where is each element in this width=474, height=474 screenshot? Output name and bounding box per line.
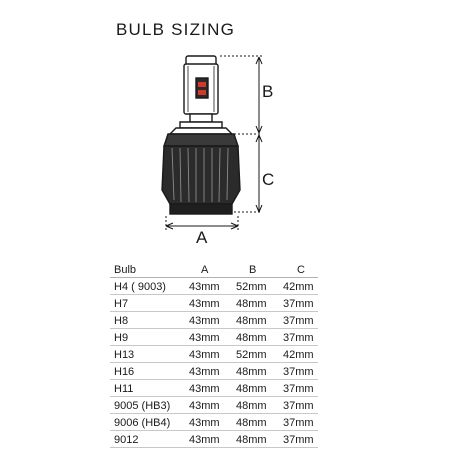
cell-b: 52mm bbox=[236, 349, 267, 361]
row-divider bbox=[110, 379, 318, 380]
cell-c: 37mm bbox=[283, 434, 314, 446]
cell-bulb: H7 bbox=[114, 298, 129, 310]
column-header-c: C bbox=[297, 264, 305, 276]
table-row bbox=[0, 296, 474, 312]
cell-a: 43mm bbox=[189, 383, 220, 395]
header-divider bbox=[110, 277, 318, 278]
cell-a: 43mm bbox=[189, 417, 220, 429]
cell-bulb: H8 bbox=[114, 315, 129, 327]
table-row bbox=[0, 364, 474, 380]
row-divider bbox=[110, 311, 318, 312]
row-divider bbox=[110, 430, 318, 431]
cell-c: 37mm bbox=[283, 332, 314, 344]
cell-b: 52mm bbox=[236, 281, 267, 293]
row-divider bbox=[110, 345, 318, 346]
cell-c: 37mm bbox=[283, 400, 314, 412]
cell-c: 42mm bbox=[283, 349, 314, 361]
table-row bbox=[0, 381, 474, 397]
cell-bulb: 9012 bbox=[114, 434, 139, 446]
cell-bulb: 9006 (HB4) bbox=[114, 417, 171, 429]
dimension-label-c: C bbox=[262, 170, 275, 189]
table-row bbox=[0, 432, 474, 448]
cell-a: 43mm bbox=[189, 298, 220, 310]
cell-a: 43mm bbox=[189, 281, 220, 293]
table-row bbox=[0, 279, 474, 295]
column-header-a: A bbox=[201, 264, 209, 276]
table-row bbox=[0, 330, 474, 346]
dimension-label-a: A bbox=[196, 228, 208, 247]
table-row bbox=[0, 347, 474, 363]
cell-b: 48mm bbox=[236, 366, 267, 378]
cell-a: 43mm bbox=[189, 366, 220, 378]
row-divider bbox=[110, 413, 318, 414]
table-row bbox=[0, 415, 474, 431]
cell-b: 48mm bbox=[236, 383, 267, 395]
cell-a: 43mm bbox=[189, 400, 220, 412]
cell-c: 37mm bbox=[283, 366, 314, 378]
cell-b: 48mm bbox=[236, 332, 267, 344]
cell-a: 43mm bbox=[189, 332, 220, 344]
cell-a: 43mm bbox=[189, 349, 220, 361]
cell-c: 37mm bbox=[283, 417, 314, 429]
cell-bulb: H16 bbox=[114, 366, 135, 378]
row-divider bbox=[110, 396, 318, 397]
cell-b: 48mm bbox=[236, 417, 267, 429]
cell-bulb: H9 bbox=[114, 332, 129, 344]
cell-b: 48mm bbox=[236, 298, 267, 310]
table-row bbox=[0, 398, 474, 414]
cell-b: 48mm bbox=[236, 434, 267, 446]
cell-c: 37mm bbox=[283, 315, 314, 327]
cell-bulb: 9005 (HB3) bbox=[114, 400, 171, 412]
cell-a: 43mm bbox=[189, 315, 220, 327]
row-divider bbox=[110, 447, 318, 448]
table-row bbox=[0, 313, 474, 329]
cell-a: 43mm bbox=[189, 434, 220, 446]
table-header-row bbox=[0, 262, 474, 278]
bulb-illustration bbox=[162, 56, 240, 214]
cell-bulb: H11 bbox=[114, 383, 134, 395]
dimension-label-b: B bbox=[262, 82, 274, 101]
column-header-bulb: Bulb bbox=[114, 264, 137, 276]
cell-c: 37mm bbox=[283, 383, 314, 395]
column-header-b: B bbox=[249, 264, 257, 276]
cell-bulb: H13 bbox=[114, 349, 135, 361]
row-divider bbox=[110, 328, 318, 329]
page-title: BULB SIZING bbox=[116, 20, 236, 39]
row-divider bbox=[110, 294, 318, 295]
cell-bulb: H4 ( 9003) bbox=[114, 281, 166, 293]
cell-b: 48mm bbox=[236, 315, 267, 327]
cell-b: 48mm bbox=[236, 400, 267, 412]
cell-c: 37mm bbox=[283, 298, 314, 310]
row-divider bbox=[110, 362, 318, 363]
cell-c: 42mm bbox=[283, 281, 314, 293]
